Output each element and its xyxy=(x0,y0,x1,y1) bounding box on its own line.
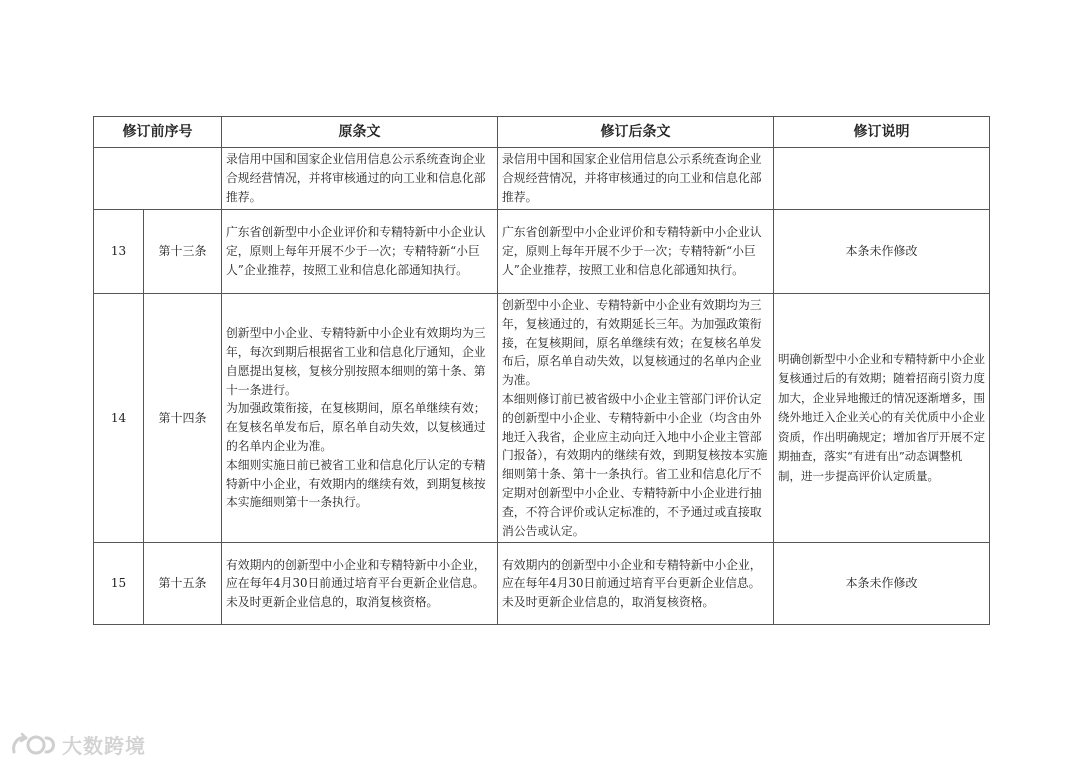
cell-number: 15 xyxy=(94,543,144,625)
revised-paragraph-2: 本细则修订前已被省级中小企业主管部门评价认定的创新型中小企业、专精特新中小企业（均含由外地迁入我省，企业应主动向迁入地中小企业主管部门报备），有效期内的继续有效，到期复核按本实施细则第十条、第十一条执行。省工业和信息化厅不定期对创新型中小企业、专精特新中小企业进行抽查，不符合评价或认定标准的，不予通过或直接取消公告或认定。 xyxy=(502,391,768,538)
table-row-15 xyxy=(94,543,990,625)
cell-revised xyxy=(498,294,774,543)
cell-number: 13 xyxy=(94,210,144,294)
table-row-continued xyxy=(94,148,990,210)
table-row-14 xyxy=(94,294,990,543)
header-note: 修订说明 xyxy=(774,117,990,148)
original-paragraph-3: 本细则实施日前已被省工业和信息化厅认定的专精特新中小企业，有效期内的继续有效，到期复核按本实施细则第十一条执行。 xyxy=(226,457,486,510)
cell-note xyxy=(774,148,990,210)
cell-article: 第十三条 xyxy=(144,210,222,294)
table-row-13 xyxy=(94,210,990,294)
cell-note: 明确创新型中小企业和专精特新中小企业复核通过后的有效期；随着招商引资力度加大，企业异地搬迁的情况逐渐增多，围绕外地迁入企业关心的有关优质中小企业资质，作出明确规定；增加省厅开展不定期抽查，落实“有进有出”动态调整机制，进一步提高评价认定质量。 xyxy=(774,294,990,543)
header-before-number: 修订前序号 xyxy=(94,117,222,148)
cell-original xyxy=(222,294,498,543)
header-row xyxy=(94,117,990,148)
cell-original: 有效期内的创新型中小企业和专精特新中小企业，应在每年4月30日前通过培育平台更新企业信息。未及时更新企业信息的，取消复核资格。 xyxy=(222,543,498,625)
cell-revised: 有效期内的创新型中小企业和专精特新中小企业，应在每年4月30日前通过培育平台更新企业信息。未及时更新企业信息的，取消复核资格。 xyxy=(498,543,774,625)
cell-article: 第十四条 xyxy=(144,294,222,543)
cell-note: 本条未作修改 xyxy=(774,210,990,294)
cell-note: 本条未作修改 xyxy=(774,543,990,625)
watermark-text: 大数跨境 xyxy=(62,734,146,758)
cell-revised: 广东省创新型中小企业评价和专精特新中小企业认定，原则上每年开展不少于一次；专精特新“小巨人”企业推荐，按照工业和信息化部通知执行。 xyxy=(498,210,774,294)
cell-number: 14 xyxy=(94,294,144,543)
cell-empty-number xyxy=(94,148,222,210)
header-original: 原条文 xyxy=(222,117,498,148)
original-paragraph-2: 为加强政策衔接，在复核期间，原名单继续有效；在复核名单发布后，原名单自动失效，以复核通过的名单内企业为准。 xyxy=(226,401,486,453)
cell-original: 广东省创新型中小企业评价和专精特新中小企业认定，原则上每年开展不少于一次；专精特新“小巨人”企业推荐，按照工业和信息化部通知执行。 xyxy=(222,210,498,294)
watermark xyxy=(10,730,146,759)
cell-article: 第十五条 xyxy=(144,543,222,625)
original-paragraph-1: 创新型中小企业、专精特新中小企业有效期均为三年，每次到期后根据省工业和信息化厅通知，企业自愿提出复核，复核分别按照本细则的第十条、第十一条进行。 xyxy=(226,326,486,397)
watermark-logo-icon xyxy=(10,732,58,758)
cell-original: 录信用中国和国家企业信用信息公示系统查询企业合规经营情况，并将审核通过的向工业和信息化部推荐。 xyxy=(222,148,498,210)
header-revised: 修订后条文 xyxy=(498,117,774,148)
cell-revised: 录信用中国和国家企业信用信息公示系统查询企业合规经营情况，并将审核通过的向工业和信息化部推荐。 xyxy=(498,148,774,210)
revision-table xyxy=(93,116,990,625)
revised-paragraph-1: 创新型中小企业、专精特新中小企业有效期均为三年，复核通过的，有效期延长三年。为加强政策衔接，在复核期间，原名单继续有效；在复核名单发布后，原名单自动失效，以复核通过的名单内企业为准。 xyxy=(502,298,762,388)
